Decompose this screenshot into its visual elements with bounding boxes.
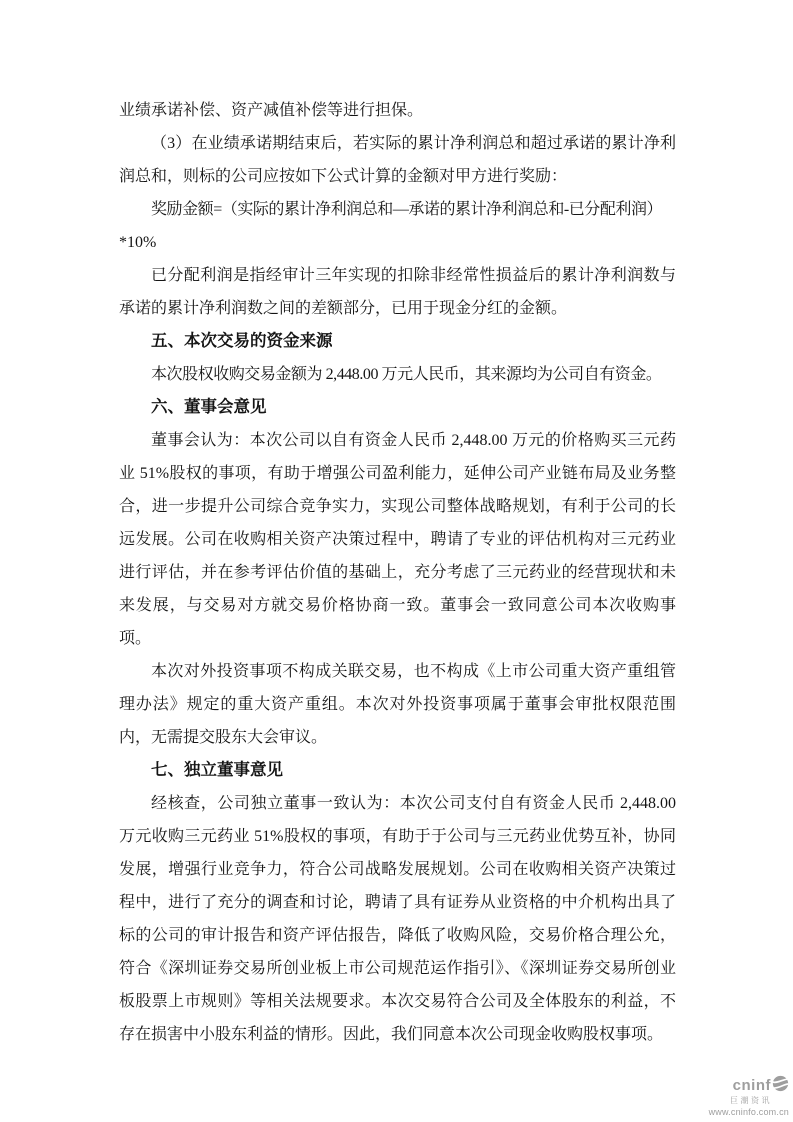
paragraph: 本次股权收购交易金额为 2,448.00 万元人民币，其来源均为公司自有资金。 — [151, 366, 662, 383]
paragraph: 已分配利润是指经审计三年实现的扣除非经常性损益后的累计净利润数与承诺的累计净利润数之间的差额部分，已用于现金分红的金额。 — [119, 267, 676, 317]
paragraph: 奖励金额=（实际的累计净利润总和—承诺的累计净利润总和-已分配利润） — [151, 201, 663, 218]
cninfo-chinese-name: 巨潮资讯 — [730, 1096, 772, 1105]
paragraph: 本次对外投资事项不构成关联交易，也不构成《上市公司重大资产重组管理办法》规定的重大资产重组。本次对外投资事项属于董事会审批权限范围内，无需提交股东大会审议。 — [119, 663, 676, 746]
paragraph: *10% — [119, 234, 157, 251]
cninfo-watermark — [693, 1075, 789, 1118]
paragraph: （3）在业绩承诺期结束后，若实际的累计净利润总和超过承诺的累计净利润总和，则标的公司应按如下公式计算的金额对甲方进行奖励： — [119, 135, 676, 185]
document-body — [119, 94, 676, 1051]
paragraph: 业绩承诺补偿、资产减值补偿等进行担保。 — [119, 102, 424, 119]
paragraph: 董事会认为：本次公司以自有资金人民币 2,448.00 万元的价格购买三元药业 51%股权的事项，有助于增强公司盈利能力，延伸公司产业链布局及业务整合，进一步提升公司综合竞争实力，实现公司整体战略规划，有利于公司的长远发展。公司在收购相关资产决策过程中，聘请了专业的评估机构对三元药业进行评估，并在参考评估价值的基础上，充分考虑了三元药业的经营现状和未来发展，与交易对方就交易价格协商一致。董事会一致同意公司本次收购事项。 — [119, 432, 676, 647]
section-heading: 七、独立董事意见 — [151, 761, 283, 779]
cninfo-logo-icon — [772, 1075, 789, 1096]
paragraph: 经核查，公司独立董事一致认为：本次公司支付自有资金人民币 2,448.00 万元收购三元药业 51%股权的事项，有助于于公司与三元药业优势互补，协同发展，增强行业竞争力，符合公司战略发展规划。公司在收购相关资产决策过程中，进行了充分的调查和讨论，聘请了具有证券从业资格的中介机构出具了标的公司的审计报告和资产评估报告，降低了收购风险，交易价格合理公允，符合《深圳证券交易所创业板上市公司规范运作指引》、《深圳证券交易所创业板股票上市规则》等相关法规要求。本次交易符合公司及全体股东的利益，不存在损害中小股东利益的情形。因此，我们同意本次公司现金收购股权事项。 — [119, 795, 676, 1043]
section-heading: 六、董事会意见 — [151, 398, 267, 416]
cninfo-url: www.cninfo.com.cn — [708, 1107, 789, 1117]
cninfo-brand-row — [693, 1075, 789, 1096]
cninfo-brand-text: cninf — [732, 1077, 771, 1094]
section-heading: 五、本次交易的资金来源 — [151, 332, 333, 350]
